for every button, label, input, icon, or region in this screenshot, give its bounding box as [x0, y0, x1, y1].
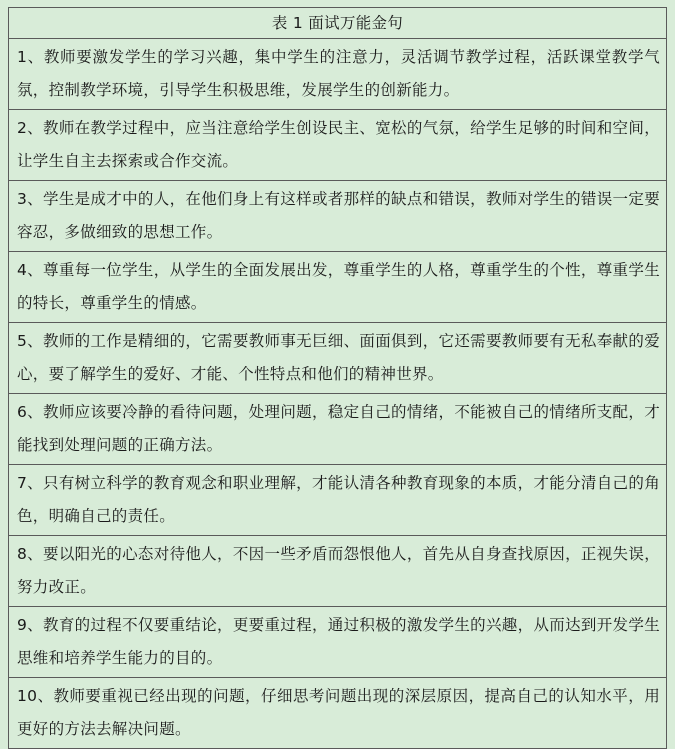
quote-5: 5、教师的工作是精细的，它需要教师事无巨细、面面俱到，它还需要教师要有无私奉献的爱心，要了解学生的爱好、才能、个性特点和他们的精神世界。 [9, 323, 667, 394]
table-title-row [9, 8, 667, 39]
quote-9: 9、教育的过程不仅要重结论，更要重过程，通过积极的激发学生的兴趣，从而达到开发学生思维和培养学生能力的目的。 [9, 607, 667, 678]
table-row [9, 39, 667, 110]
table-row [9, 536, 667, 607]
table-row [9, 678, 667, 749]
table-row [9, 110, 667, 181]
table-title: 表 1 面试万能金句 [9, 8, 667, 39]
quotes-table [8, 7, 667, 749]
table-row [9, 181, 667, 252]
table-row [9, 323, 667, 394]
table-row [9, 394, 667, 465]
quote-4: 4、尊重每一位学生，从学生的全面发展出发，尊重学生的人格，尊重学生的个性，尊重学生的特长，尊重学生的情感。 [9, 252, 667, 323]
table-row [9, 252, 667, 323]
quote-3: 3、学生是成才中的人，在他们身上有这样或者那样的缺点和错误，教师对学生的错误一定要容忍，多做细致的思想工作。 [9, 181, 667, 252]
table-row [9, 607, 667, 678]
quote-1: 1、教师要激发学生的学习兴趣，集中学生的注意力，灵活调节教学过程，活跃课堂教学气氛，控制教学环境，引导学生积极思维，发展学生的创新能力。 [9, 39, 667, 110]
quote-6: 6、教师应该要冷静的看待问题，处理问题，稳定自己的情绪，不能被自己的情绪所支配，才能找到处理问题的正确方法。 [9, 394, 667, 465]
table-row [9, 465, 667, 536]
quote-10: 10、教师要重视已经出现的问题，仔细思考问题出现的深层原因，提高自己的认知水平，用更好的方法去解决问题。 [9, 678, 667, 749]
quote-8: 8、要以阳光的心态对待他人，不因一些矛盾而怨恨他人，首先从自身查找原因，正视失误，努力改正。 [9, 536, 667, 607]
quote-2: 2、教师在教学过程中，应当注意给学生创设民主、宽松的气氛，给学生足够的时间和空间，让学生自主去探索或合作交流。 [9, 110, 667, 181]
quote-7: 7、只有树立科学的教育观念和职业理解，才能认清各种教育现象的本质，才能分清自己的角色，明确自己的责任。 [9, 465, 667, 536]
